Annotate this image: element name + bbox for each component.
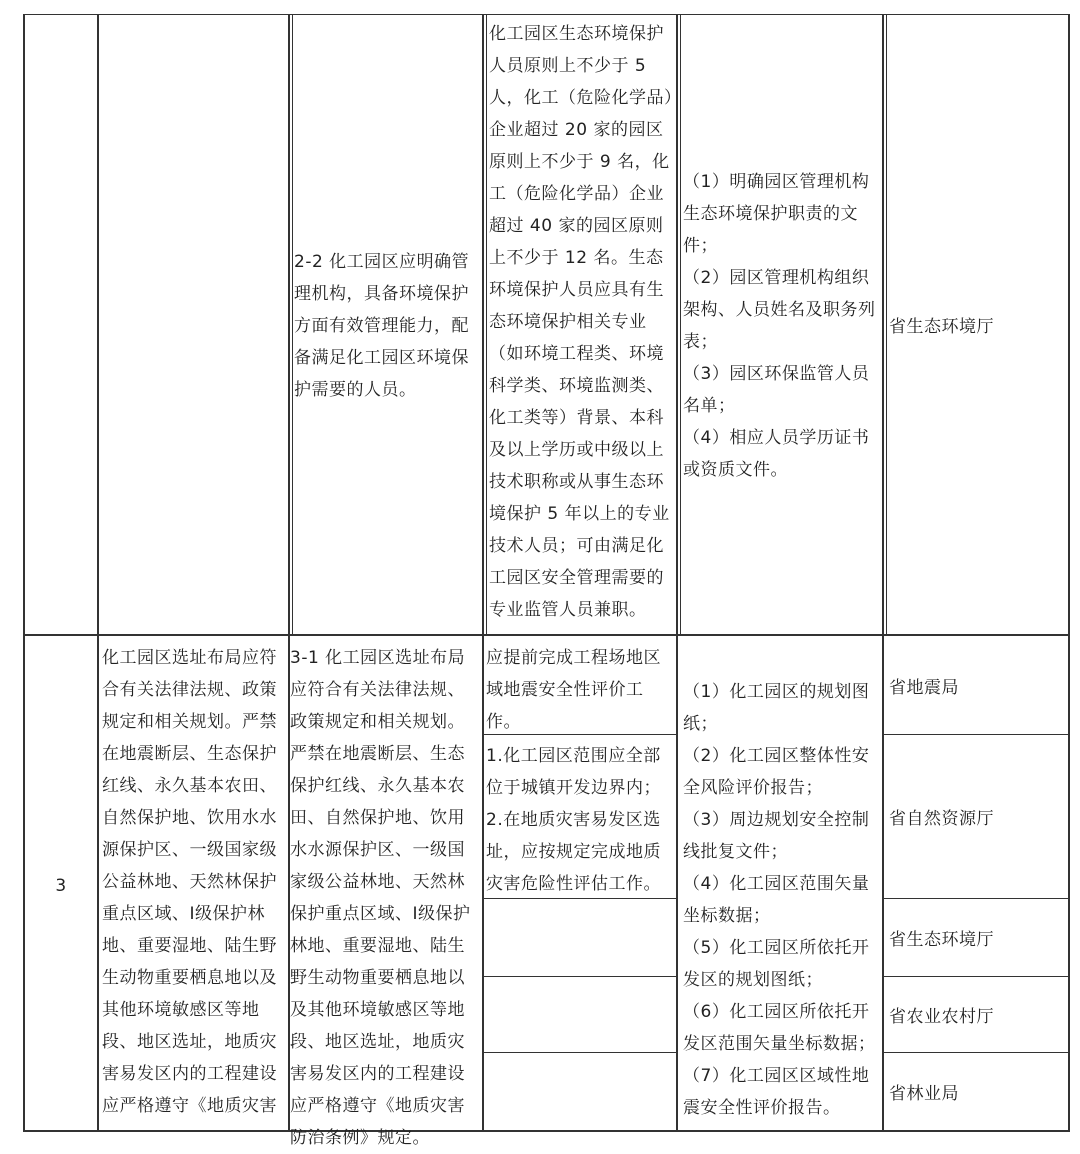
evidence-item: （1）化工园区的规划图纸； bbox=[683, 682, 870, 734]
evidence-item: （4）相应人员学历证书或资质文件。 bbox=[683, 428, 870, 480]
table-border bbox=[886, 14, 887, 634]
requirement-3-1: 3-1 化工园区选址布局应符合有关法律法规、政策规定和相关规划。严禁在地震断层、生态保护红线、永久基本农田、自然保护地、饮用水水源保护区、一级国家级公益林地、天然林保护重点区域、Ⅰ级保护林地、重要湿地、陆生野生动物重要栖息地以及其他环境敏感区等地段、地区选址，地质灾害易发区内的工程建设应严格遵守《地质灾害防治条例》规定。 bbox=[290, 648, 471, 1148]
department-row2: 省生态环境厅 bbox=[889, 317, 994, 337]
seismic-requirement: 应提前完成工程场地区域地震安全性评价工作。 bbox=[486, 648, 661, 732]
table-border bbox=[482, 976, 678, 977]
evidence-item: （3）园区环保监管人员名单； bbox=[683, 364, 870, 416]
boundary-requirement: 1.化工园区范围应全部位于城镇开发边界内；2.在地质灾害易发区选址，应按规定完成地质灾害危险性评估工作。 bbox=[486, 746, 661, 894]
evidence-item: （2）化工园区整体性安全风险评价报告； bbox=[683, 746, 870, 798]
table-border bbox=[882, 976, 1070, 977]
staffing-criteria: 化工园区生态环境保护人员原则上不少于 5 人，化工（危险化学品）企业超过 20 家的园区原则上不少于 9 名，化工（危险化学品）企业超过 40 家的园区原则上不少于 12 名。生态环境保护人员应具有生态环境保护相关专业（如环境工程类、环境科学类、环境监测类、化工类等）背景、本科及以上学历或中级以上技术职称或从事生态环境保护 5 年以上的专业技术人员；可由满足化工园区安全管理需要的专业监管人员兼职。 bbox=[489, 24, 673, 620]
evidence-item: （3）周边规划安全控制线批复文件； bbox=[683, 810, 870, 862]
table-border bbox=[882, 898, 1070, 899]
department-agriculture: 省农业农村厅 bbox=[889, 1007, 994, 1027]
table-border bbox=[680, 14, 681, 634]
table-border bbox=[292, 14, 293, 634]
table-border bbox=[23, 14, 1070, 15]
department-forestry: 省林业局 bbox=[889, 1084, 959, 1104]
row-number: 3 bbox=[55, 876, 67, 896]
evidence-list-row3 bbox=[683, 676, 881, 1124]
evidence-item: （2）园区管理机构组织架构、人员姓名及职务列表； bbox=[683, 268, 876, 352]
evidence-item: （6）化工园区所依托开发区范围矢量坐标数据； bbox=[683, 1002, 876, 1054]
table-border bbox=[482, 1052, 678, 1053]
department-seismic: 省地震局 bbox=[889, 678, 959, 698]
table-border bbox=[882, 734, 1070, 735]
evidence-list-row2 bbox=[683, 166, 881, 486]
evidence-item: （4）化工园区范围矢量坐标数据； bbox=[683, 874, 870, 926]
table-border bbox=[23, 1130, 1070, 1132]
table-border bbox=[97, 14, 99, 1132]
evidence-item: （1）明确园区管理机构生态环境保护职责的文件； bbox=[683, 172, 870, 256]
table-border bbox=[882, 14, 884, 1132]
requirement-2-2: 2-2 化工园区应明确管理机构，具备环境保护方面有效管理能力，配备满足化工园区环境保护需要的人员。 bbox=[294, 252, 470, 400]
table-border bbox=[1068, 14, 1070, 1132]
siting-principle: 化工园区选址布局应符合有关法律法规、政策规定和相关规划。严禁在地震断层、生态保护红线、永久基本农田、自然保护地、饮用水水源保护区、一级国家级公益林地、天然林保护重点区域、Ⅰ级保护林地、重要湿地、陆生野生动物重要栖息地以及其他环境敏感区等地段、地区选址，地质灾害易发区内的工程建设应严格遵守《地质灾害 bbox=[102, 648, 277, 1116]
evidence-item: （5）化工园区所依托开发区的规划图纸； bbox=[683, 938, 870, 990]
table-border bbox=[882, 1052, 1070, 1053]
table-border bbox=[23, 634, 1070, 636]
table-border bbox=[23, 14, 25, 1132]
table-border bbox=[482, 14, 484, 1132]
department-natural-resources: 省自然资源厅 bbox=[889, 809, 994, 829]
table-border bbox=[486, 14, 487, 634]
evidence-item: （7）化工园区区域性地震安全性评价报告。 bbox=[683, 1066, 870, 1118]
department-ecology: 省生态环境厅 bbox=[889, 930, 994, 950]
